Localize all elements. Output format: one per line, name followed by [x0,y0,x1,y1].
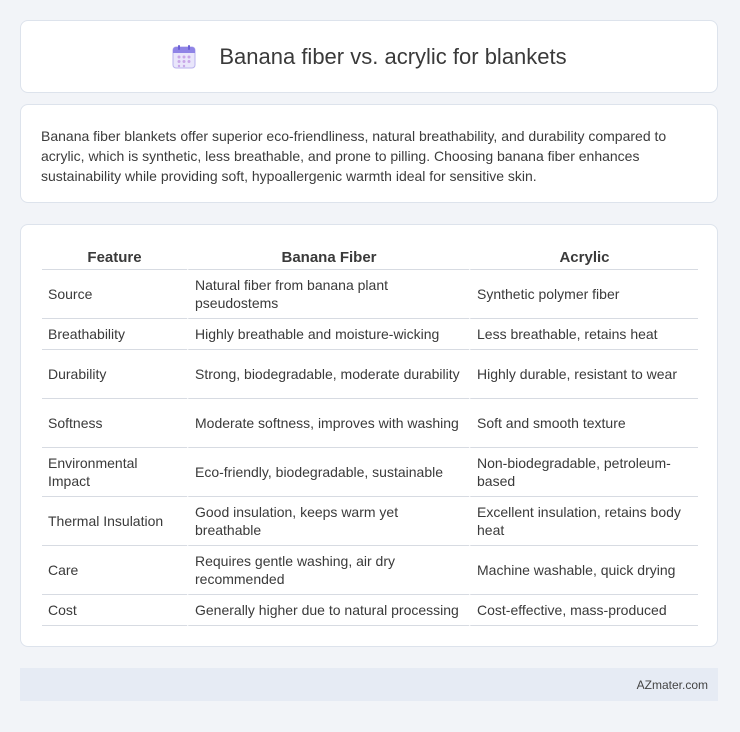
cell-acrylic: Less breathable, retains heat [469,319,698,350]
column-header-feature: Feature [42,245,187,270]
table-row [42,595,698,626]
cell-feature: Care [42,546,187,595]
cell-feature: Cost [42,595,187,626]
intro-card [20,104,718,203]
table-header-row [42,245,698,270]
cell-acrylic: Excellent insulation, retains body heat [469,497,698,546]
cell-feature: Durability [42,350,187,399]
table-row [42,350,698,399]
footer-site-link[interactable]: AZmater.com [636,677,708,692]
table-row [42,546,698,595]
cell-banana-fiber: Strong, biodegradable, moderate durability [187,350,469,399]
cell-feature: Environmental Impact [42,448,187,497]
cell-acrylic: Soft and smooth texture [469,399,698,448]
cell-feature: Breathability [42,319,187,350]
page-title: Banana fiber vs. acrylic for blankets [219,43,567,69]
column-header-acrylic: Acrylic [469,245,698,270]
cell-banana-fiber: Generally higher due to natural processing [187,595,469,626]
comparison-table [42,245,698,626]
title-card [20,20,718,93]
cell-acrylic: Highly durable, resistant to wear [469,350,698,399]
table-row [42,270,698,319]
cell-feature: Thermal Insulation [42,497,187,546]
cell-feature: Source [42,270,187,319]
cell-banana-fiber: Highly breathable and moisture-wicking [187,319,469,350]
cell-acrylic: Cost-effective, mass-produced [469,595,698,626]
cell-banana-fiber: Good insulation, keeps warm yet breathable [187,497,469,546]
column-header-banana-fiber: Banana Fiber [187,245,469,270]
cell-banana-fiber: Eco-friendly, biodegradable, sustainable [187,448,469,497]
cell-feature: Softness [42,399,187,448]
cell-banana-fiber: Natural fiber from banana plant pseudostems [187,270,469,319]
footer-bar [20,668,718,701]
cell-acrylic: Non-biodegradable, petroleum-based [469,448,698,497]
table-row [42,399,698,448]
intro-paragraph: Banana fiber blankets offer superior eco-friendliness, natural breathability, and durability compared to acrylic, which is synthetic, less breathable, and prone to pilling. Choosing banana fiber enhances sustainability while providing soft, hypoallergenic warmth ideal for sensitive skin. [41,128,667,184]
cell-banana-fiber: Moderate softness, improves with washing [187,399,469,448]
cell-banana-fiber: Requires gentle washing, air dry recommended [187,546,469,595]
cell-acrylic: Machine washable, quick drying [469,546,698,595]
calendar-grid-icon [171,44,197,70]
table-row [42,319,698,350]
table-row [42,448,698,497]
cell-acrylic: Synthetic polymer fiber [469,270,698,319]
table-row [42,497,698,546]
table-card [20,224,718,647]
